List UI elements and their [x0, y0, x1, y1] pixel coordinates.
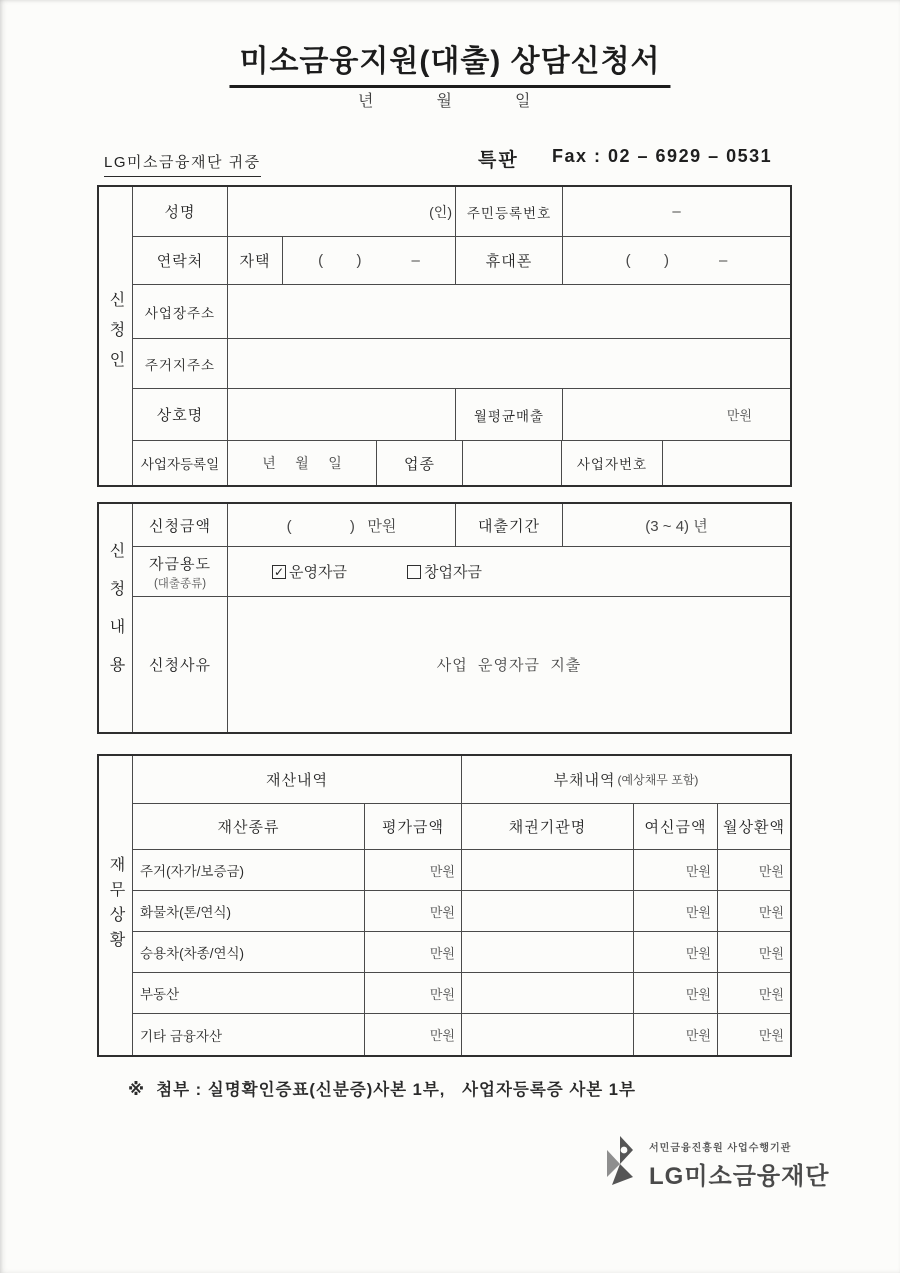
business-address-field: [228, 285, 790, 338]
biz-no-label: 사업자번호: [562, 441, 663, 485]
date-year-label: 년: [358, 93, 375, 110]
debts-header-note: (예상채무 포함): [617, 773, 699, 787]
debts-header-text: 부채내역: [553, 772, 616, 789]
asset-label: 승용차(차종/연식): [133, 932, 365, 972]
financial-section-label: 재무상황: [99, 756, 133, 1055]
monthly-payment-unit: 만원: [758, 986, 784, 1002]
credit-amount-unit: 만원: [634, 973, 718, 1013]
creditor-field: [462, 891, 634, 931]
col-asset-type: 재산종류: [133, 804, 365, 849]
asset-value-unit: 만원: [365, 1014, 462, 1055]
monthly-payment-unit: 만원: [758, 904, 784, 920]
asset-value-unit: 만원: [365, 932, 462, 972]
asset-label: 기타 금융자산: [133, 1014, 365, 1055]
name-label: 성명: [133, 187, 228, 236]
creditor-field: [462, 973, 634, 1013]
request-table: [97, 502, 792, 734]
home-address-label: 주거지주소: [133, 339, 228, 388]
checkbox-operating-funds-checked: ✓: [273, 564, 285, 579]
home-phone-label: 자택: [228, 237, 283, 284]
creditor-field: [462, 1014, 634, 1055]
form-title: 미소금융지원(대출) 상담신청서: [229, 36, 670, 88]
rrn-label: 주민등록번호: [456, 187, 563, 236]
name-field: [228, 187, 456, 236]
attachment-note: ※ 첨부 : 실명확인증표(신분증)사본 1부, 사업자등록증 사본 1부: [128, 1081, 636, 1099]
reason-label: 신청사유: [133, 597, 228, 732]
seal-mark: (인): [429, 203, 452, 220]
recipient-label: LG미소금융재단 귀중: [104, 151, 261, 177]
asset-row-real-estate: [133, 973, 790, 1014]
option-startup-funds-label: 창업자금: [423, 564, 482, 581]
checkbox-startup-funds-unchecked: [407, 565, 421, 579]
fax-number: Fax : 02 – 6929 – 0531: [552, 146, 773, 166]
row-group-header: [133, 756, 790, 804]
row-column-header: [133, 804, 790, 850]
industry-field: [463, 441, 562, 485]
credit-amount-unit: 만원: [634, 1014, 718, 1055]
date-month-label: 월: [436, 93, 453, 110]
special-edition-label: 특판: [478, 150, 519, 171]
assets-group-header: 재산내역: [133, 756, 462, 803]
purpose-label: 자금용도: [149, 555, 211, 573]
term-label: 대출기간: [456, 504, 563, 546]
monthly-payment-unit: 만원: [758, 945, 784, 961]
applicant-section-label: 신청인: [99, 187, 133, 485]
purpose-options: [228, 547, 790, 596]
home-phone-field: ( ) –: [283, 237, 456, 284]
date-line: [358, 88, 531, 111]
monthly-payment-unit: 만원: [758, 863, 784, 879]
asset-row-other-financial: [133, 1014, 790, 1055]
home-address-field: [228, 339, 790, 388]
credit-amount-unit: 만원: [634, 932, 718, 972]
request-section-label: 신청내용: [99, 504, 133, 732]
row-contact: [133, 237, 790, 285]
row-purpose: [133, 547, 790, 597]
col-creditor: 채권기관명: [462, 804, 634, 849]
pinwheel-logo-icon: [600, 1133, 642, 1189]
purpose-label-cell: [133, 547, 228, 596]
row-home-address: [133, 339, 790, 389]
asset-label: 주거(자가/보증금): [133, 850, 365, 890]
col-asset-value: 평가금액: [365, 804, 462, 849]
row-store-name: [133, 389, 790, 441]
biz-no-field: [663, 441, 790, 485]
row-amount: [133, 504, 790, 547]
row-reason: [133, 597, 790, 732]
monthly-sales-field: 만원: [726, 408, 752, 423]
business-address-label: 사업장주소: [133, 285, 228, 338]
option-operating-funds-label: 운영자금: [289, 564, 347, 581]
store-name-field: [228, 389, 456, 440]
purpose-sublabel: (대출종류): [153, 577, 207, 590]
date-day-label: 일: [514, 93, 532, 110]
col-credit-amount: 여신금액: [634, 804, 718, 849]
mobile-label: 휴대폰: [456, 237, 563, 284]
contact-label: 연락처: [133, 237, 228, 284]
credit-amount-unit: 만원: [634, 850, 718, 890]
reason-field: 사업 운영자금 지출: [436, 657, 582, 674]
biz-reg-date-field: 년 월 일: [228, 441, 377, 485]
asset-value-unit: 만원: [365, 973, 462, 1013]
asset-label: 부동산: [133, 973, 365, 1013]
asset-row-car: [133, 932, 790, 973]
logo-big-text: LG미소금융재단: [649, 1163, 830, 1190]
creditor-field: [462, 932, 634, 972]
row-business-address: [133, 285, 790, 339]
credit-amount-unit: 만원: [634, 891, 718, 931]
rrn-field: –: [672, 203, 681, 220]
amount-label: 신청금액: [133, 504, 228, 546]
financial-table: [97, 754, 792, 1057]
debts-group-header: [462, 756, 790, 803]
amount-field: ( ) 만원: [228, 504, 456, 546]
asset-value-unit: 만원: [365, 891, 462, 931]
asset-label: 화물차(톤/연식): [133, 891, 365, 931]
col-monthly-payment: 월상환액: [723, 819, 785, 836]
applicant-table: [97, 185, 792, 487]
row-business-registration: [133, 441, 790, 485]
lg-misogeumyung-foundation-logo: [600, 1133, 829, 1191]
mobile-field: ( ) –: [625, 252, 728, 269]
monthly-sales-label: 월평균매출: [456, 389, 563, 440]
monthly-payment-unit: 만원: [758, 1028, 784, 1043]
option-operating-funds: [272, 561, 347, 582]
row-name: [133, 187, 790, 237]
biz-reg-date-label: 사업자등록일: [133, 441, 228, 485]
logo-small-text: 서민금융진흥원 사업수행기관: [649, 1143, 792, 1154]
industry-label: 업종: [377, 441, 463, 485]
term-field: (3 ~ 4) 년: [645, 517, 708, 535]
creditor-field: [462, 850, 634, 890]
logo-text-block: [649, 1133, 829, 1191]
asset-row-truck: [133, 891, 790, 932]
store-name-label: 상호명: [133, 389, 228, 440]
option-startup-funds: [407, 561, 482, 582]
asset-value-unit: 만원: [365, 850, 462, 890]
asset-row-housing: [133, 850, 790, 891]
